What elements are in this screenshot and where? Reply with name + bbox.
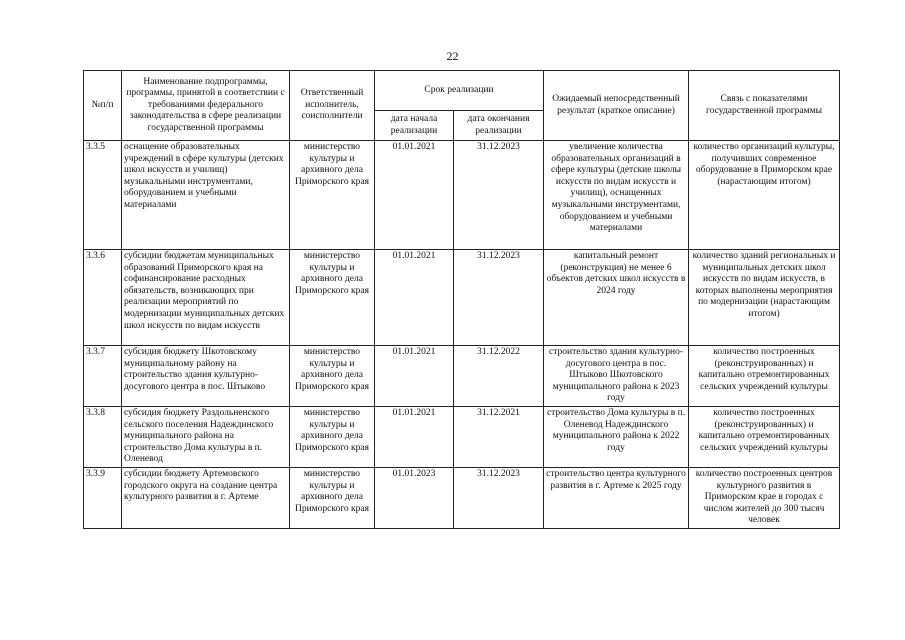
header-start: дата начала реализации (375, 111, 454, 141)
header-num: №п/п (84, 71, 122, 141)
row-result: строительство Дома культуры в п. Оленевод Надеждинского муниципального района к 2022 году (544, 406, 689, 467)
row-link: количество построенных (реконструированных) и капитально отремонтированных сельских учреждений культуры (689, 346, 840, 407)
row-name: оснащение образовательных учреждений в сфере культуры (детских школ искусств и училищ) музыкальными инструментами, оборудованием и учебными материалами (122, 141, 290, 250)
row-start: 01.01.2023 (375, 467, 454, 528)
header-end: дата окончания реализации (454, 111, 544, 141)
page-number: 22 (446, 49, 459, 63)
row-end: 31.12.2023 (454, 467, 544, 528)
row-executor: министерство культуры и архивного дела Приморского края (290, 141, 375, 250)
row-name: субсидии бюджетам муниципальных образований Приморского края на софинансирование расходных обязательств, возникающих при реализации мероприятий по модернизации муниципальных детских школ искусств по видам искусств (122, 250, 290, 346)
row-num: 3.3.5 (84, 141, 122, 250)
row-num: 3.3.7 (84, 346, 122, 407)
row-result: капитальный ремонт (реконструкция) не менее 6 объектов детских школ искусств в 2024 году (544, 250, 689, 346)
table-row (84, 467, 840, 528)
table-row (84, 141, 840, 250)
row-name: субсидия бюджету Шкотовскому муниципальному району на строительство здания культурно-досугового центра в пос. Штыково (122, 346, 290, 407)
row-link: количество построенных (реконструированных) и капитально отремонтированных сельских учреждений культуры (689, 406, 840, 467)
table-row (84, 346, 840, 407)
row-executor: министерство культуры и архивного дела Приморского края (290, 406, 375, 467)
row-link: количество зданий региональных и муниципальных детских школ искусств по видам искусств, в которых выполнены мероприятия по модернизации (нарастающим итогом) (689, 250, 840, 346)
row-start: 01.01.2021 (375, 250, 454, 346)
table-row (84, 406, 840, 467)
row-result: строительство центра культурного развития в г. Артеме к 2025 году (544, 467, 689, 528)
row-executor: министерство культуры и архивного дела Приморского края (290, 250, 375, 346)
header-executor: Ответственный исполнитель, соисполнители (290, 71, 375, 141)
row-end: 31.12.2022 (454, 346, 544, 407)
row-executor: министерство культуры и архивного дела Приморского края (290, 346, 375, 407)
header-result: Ожидаемый непосредственный результат (краткое описание) (544, 71, 689, 141)
header-name: Наименование подпрограммы, программы, принятой в соответствии с требованиями федерального законодательства в сфере реализации государственной программы (122, 71, 290, 141)
row-num: 3.3.9 (84, 467, 122, 528)
row-end: 31.12.2023 (454, 141, 544, 250)
row-link: количество организаций культуры, получивших современное оборудование в Приморском крае (нарастающим итогом) (689, 141, 840, 250)
row-end: 31.12.2021 (454, 406, 544, 467)
row-result: увеличение количества образовательных организаций в сфере культуры (детские школы искусств по видам искусств и училищ), оснащенных музыкальными инструментами, оборудованием и учебными материалами (544, 141, 689, 250)
row-executor: министерство культуры и архивного дела Приморского края (290, 467, 375, 528)
row-link: количество построенных центров культурного развития в Приморском крае в городах с числом жителей до 300 тысяч человек (689, 467, 840, 528)
row-start: 01.01.2021 (375, 141, 454, 250)
row-name: субсидии бюджету Артемовского городского округа на создание центра культурного развития в г. Артеме (122, 467, 290, 528)
row-start: 01.01.2021 (375, 406, 454, 467)
table-row (84, 250, 840, 346)
row-num: 3.3.6 (84, 250, 122, 346)
row-start: 01.01.2021 (375, 346, 454, 407)
program-table (83, 70, 840, 529)
row-num: 3.3.8 (84, 406, 122, 467)
header-link: Связь с показателями государственной программы (689, 71, 840, 141)
row-name: субсидия бюджету Раздольненского сельского поселения Надеждинского муниципального района на строительство Дома культуры в п. Оленевод (122, 406, 290, 467)
row-end: 31.12.2023 (454, 250, 544, 346)
header-term: Срок реализации (375, 71, 544, 111)
row-result: строительство здания культурно-досугового центра в пос. Штыково Шкотовского муниципального района к 2023 году (544, 346, 689, 407)
